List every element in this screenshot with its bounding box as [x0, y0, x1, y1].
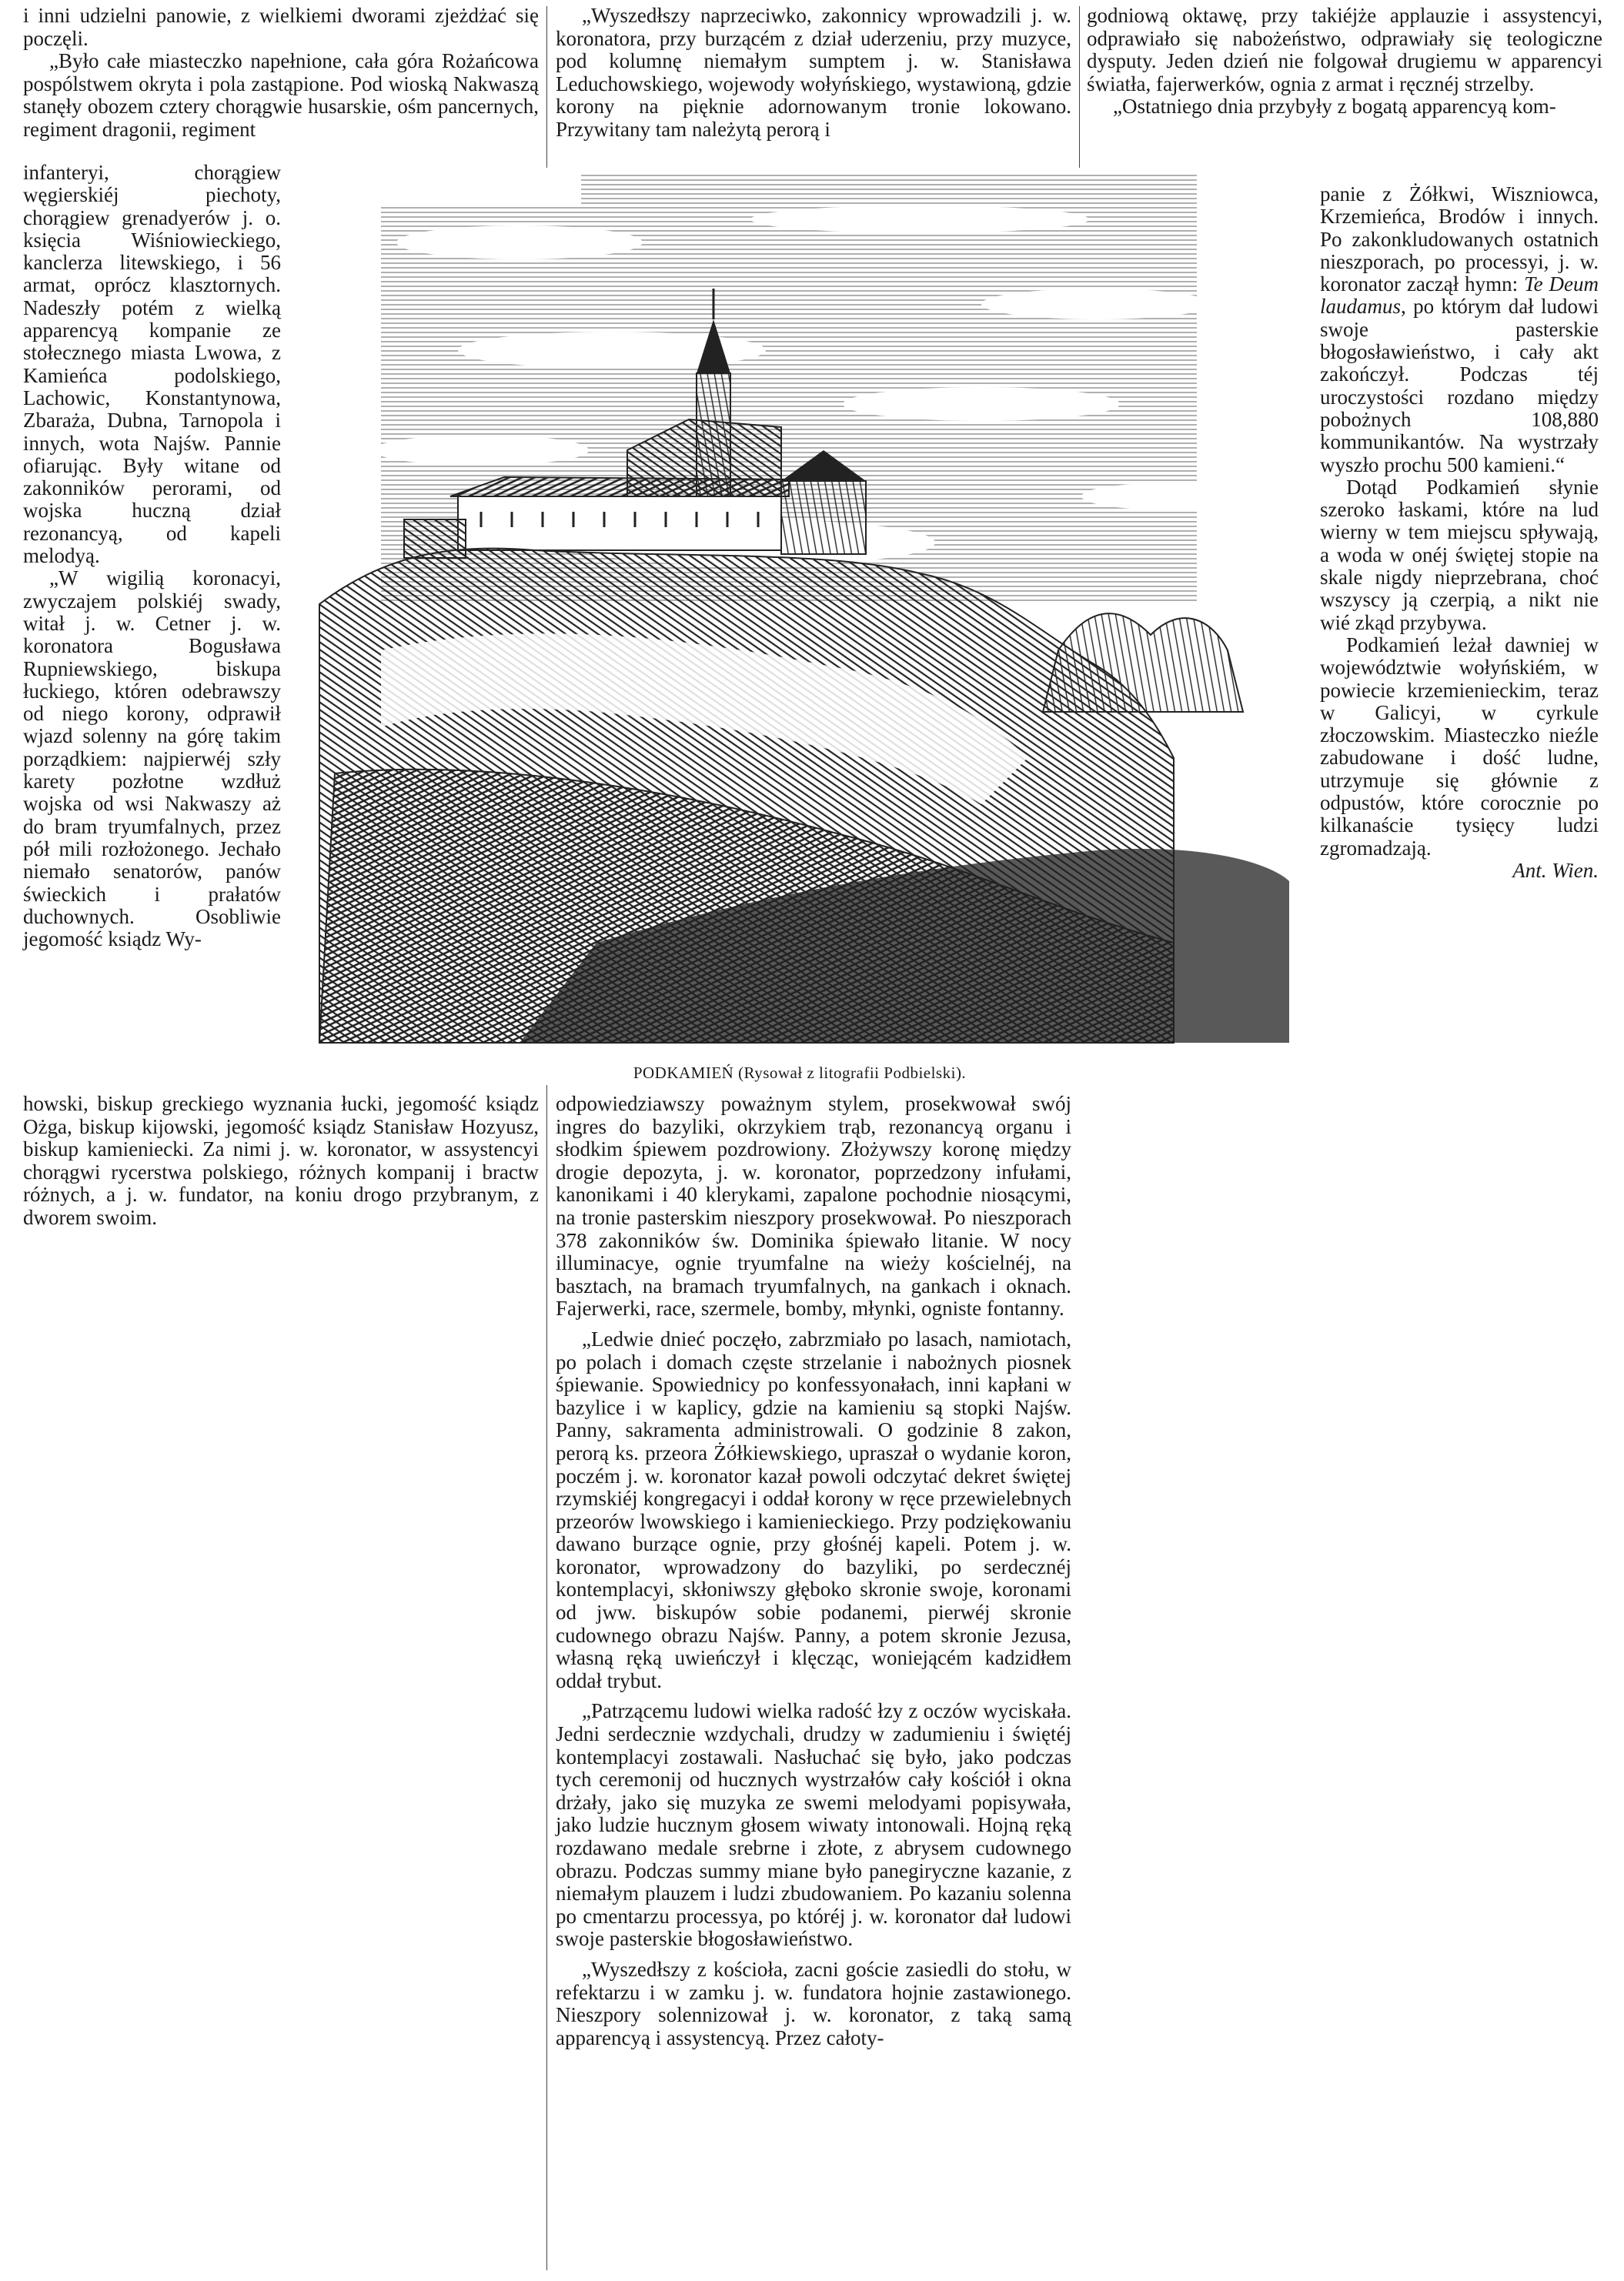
paragraph: „Wyszedłszy naprzeciwko, zakonnicy wprowadzili j. w. koronatora, przy burzącém z dział uderzeniu, przy muzyce, pod kolumnę niemałym sumptem j. w. Stanisława Leduchowskiego, wojewody wołyńskiego, wystawioną, gdzie korony na pięknie adornowanym tronie lokowano. Przywitany tam należytą perorą i — [556, 4, 1071, 141]
paragraph: „Było całe miasteczko napełnione, cała góra Rożańcowa pospólstwem okryta i pola zastąpione. Pod wioską Nakwaszą stanęły obozem cztery chorągwie husarskie, ośm pancernych, regiment dragonii, regiment — [23, 49, 539, 141]
paragraph: odpowiedziawszy poważnym stylem, prosekwował swój ingres do bazyliki, okrzykiem trąb, rezonancyą organu i słodkim śpiewem pozdrowiony. Złożywszy koronę między drogie depozyta, j. w. koronator, poprzedzony infułami, kanonikami i 40 klerykami, zapalone pochodnie niosącymi, na tronie pasterskim nieszpory prosekwował. Po nieszporach 378 zakonników św. Dominika śpiewało litanie. W nocy illuminacye, ognie tryumfalne na wieży kościelnéj, na basztach, na bramach tryumfalnych, na gankach i oknach. Fajerwerki, race, szermele, bomby, młynki, ogniste fontanny. — [556, 1092, 1071, 1321]
paragraph: howski, biskup greckiego wyznania łucki, jegomość ksiądz Ożga, biskup kijowski, jegomość ksiądz Stanisław Hozyusz, biskup kamieniecki. Za nimi j. w. koronator, w assystencyi chorągwi rycerstwa polskiego, różnych kompanij i bractw różnych, a j. w. fundator, na koniu drogo przybranym, z dworem swoim. — [23, 1092, 539, 1229]
paragraph: „Ostatniego dnia przybyły z bogatą apparencyą kom- — [1113, 95, 1556, 119]
left-column — [23, 162, 281, 950]
top-column-2 — [556, 5, 1071, 142]
paragraph: godniową oktawę, przy takiéjże applauzie i assystencyi, odprawiało się nabożeństwo, odprawiały się teologiczne dysputy. Jeden dzień nie folgował drugiemu w apparencyi światła, fajerwerków, ognia z armat i ręcznéj strzelby. — [1087, 4, 1602, 95]
paragraph: panie z Żółkwi, Wiszniowca, Krzemieńca, Brodów i innych. Po zakonkludowanych ostatnich nieszporach, po processyi, j. w. koronator zaczął hymn: Te Deum laudamus, po którym dał ludowi swoje pasterskie błogosławieństwo, i cały akt zakończył. Podczas téj uroczystości rozdano między pobożnych 108,880 kommunikantów. Na wystrzały wyszło prochu 500 kamieni.“ — [1320, 182, 1599, 476]
paragraph: „Wyszedłszy z kościoła, zacni goście zasiedli do stołu, w refektarzu i w zamku j. w. fundatora hojnie zastawionego. Nieszpory solennizował j. w. koronator, z taką samą apparencyą i assystencyą. Przez całoty- — [556, 1957, 1071, 2049]
podkamien-engraving — [289, 173, 1311, 1060]
hymn-title: Te Deum laudamus — [1320, 272, 1599, 319]
paragraph: infanteryi, chorągiew węgierskiéj piechoty, chorągiew grenadyerów j. o. księcia Wiśniowieckiego, kanclerza litewskiego, i 56 armat, oprócz klasztornych. Nadeszły potém z wielką apparencyą kompanie ze stołecznego miasta Lwowa, z Kamieńca podolskiego, Lachowic, Konstantynowa, Zbaraża, Dubna, Tarnopola i innych, wota Najśw. Pannie ofiarując. Były witane od zakonników perorami, od wojska huczną dział rezonancyą, od kapeli melodyą. — [23, 161, 281, 568]
paragraph: „Patrzącemu ludowi wielka radość łzy z oczów wyciskała. Jedni serdecznie wzdychali, drudzy w zadumieniu i świętéj kontemplacyi zostawali. Nasłuchać się było, jako podczas tych ceremonij od hucznych wystrzałów cały kościół i okna drżały, jako się muzyka ze swemi melodyami popisywała, jako ludzie hucznym głosem wiwaty intonowali. Hojną ręką rozdawano medale srebrne i złote, z abrysem cudownego obrazu. Podczas summy miane było panegiryczne kazanie, z niemałym plauzem i ludzi zbudowaniem. Po kazaniu solenna po cmentarzu processya, po któréj j. w. koronator dał ludowi swoje pasterskie błogosławieństwo. — [556, 1699, 1071, 1951]
bottom-left-column — [23, 1093, 539, 1230]
paragraph: i inni udzielni panowie, z wielkiemi dworami zjeżdżać się poczęli. — [23, 4, 539, 50]
column-rule — [546, 1085, 547, 2270]
illustration-caption: PODKAMIEŃ (Rysował z litografii Podbielski). — [633, 1064, 967, 1082]
paragraph: „W wigilią koronacyi, zwyczajem polskiéj swady, witał j. w. Cetner j. w. koronatora Bogusława Rupniewskiego, biskupa łuckiego, któren odebrawszy od niego korony, odprawił wjazd solenny na górę takim porządkiem: najpierwéj szły karety pozłotne wzdłuż wojska od wsi Nakwaszy aż do bram tryumfalnych, przez pół mili rozłożonego. Jechało niemało senatorów, panów świeckich i prałatów duchownych. Osobliwie jegomość ksiądz Wy- — [23, 566, 281, 951]
signature: Ant. Wien. — [1512, 858, 1599, 882]
column-rule — [1079, 6, 1080, 168]
top-column-3 — [1087, 5, 1602, 119]
paragraph: Podkamień leżał dawniej w województwie wołyńskiém, w powiecie krzemienieckim, teraz w Galicyi, w cyrkule złoczowskim. Miasteczko nieźle zabudowane i dość ludne, utrzymuje się głównie z odpustów, które corocznie po kilkanaście tysięcy ludzi zgromadzają. — [1320, 633, 1599, 860]
paragraph: Dotąd Podkamień słynie szeroko łaskami, które na lud wierny w tem miejscu spływają, a woda w onéj świętej stopie na skale nigdy nieprzebrana, choć wszyscy ją czerpią, a nikt nie wié zkąd przybywa. — [1320, 475, 1599, 634]
bottom-main-column — [556, 1093, 1071, 2049]
paragraph: „Ledwie dnieć poczęło, zabrzmiało po lasach, namiotach, po polach i domach częste strzelanie i nabożnych piosnek śpiewanie. Spowiednicy po konfessyonałach, inni kapłani w bazylice i w kaplicy, gdzie na kamieniu są stopki Najśw. Panny, sakramenta administrowali. O godzinie 8 zakon, perorą ks. przeora Żółkiewskiego, upraszał o wydanie koron, poczém j. w. koronator kazał powoli odczytać dekret świętej rzymskiéj kongregacyi i oddał korony w ręce przewielebnych przeorów lwowskiego i kamienieckiego. Przy podziękowaniu dawano burzące ognie, przy głośnéj kapeli. Potem j. w. koronator, wprowadzony do bazyliki, po serdecznéj kontemplacyi, skłoniwszy głęboko skronie swoje, koronami od jww. biskupów sobie podanemi, pierwéj skronie cudownego obrazu Najśw. Panny, a potem skronie Jezusa, własną ręką uwieńczył i klęcząc, woniejącém kadzidłem oddał trybut. — [556, 1327, 1071, 1692]
column-rule — [546, 6, 547, 168]
right-column — [1320, 183, 1599, 882]
rocky-hill — [319, 549, 1289, 1043]
top-column-1 — [23, 5, 539, 142]
